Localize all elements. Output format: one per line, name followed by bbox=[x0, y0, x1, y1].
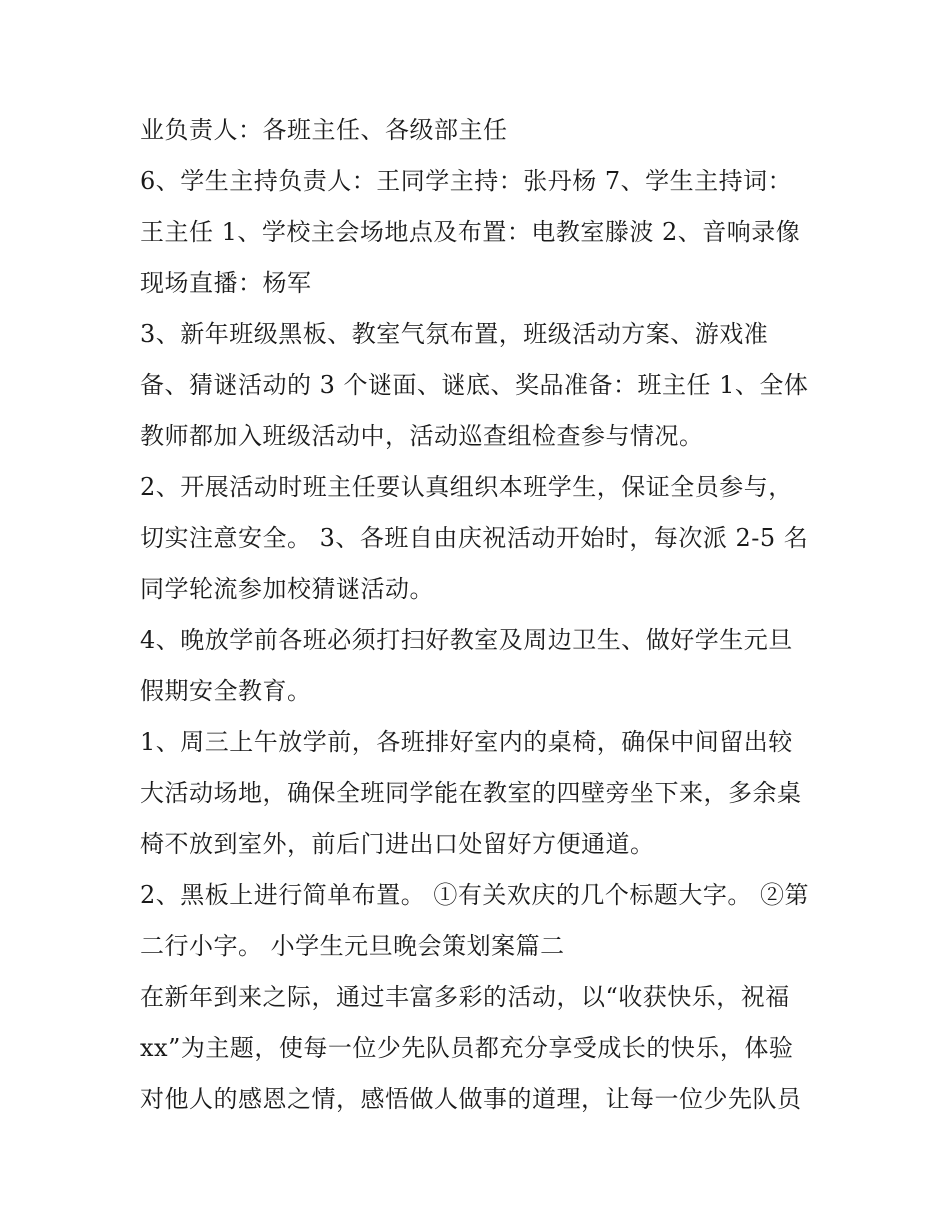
text-line: 教师都加入班级活动中，活动巡查组检查参与情况。 bbox=[140, 422, 704, 450]
text-line: 6、学生主持负责人：王同学主持：张丹杨 7、学生主持词： bbox=[140, 167, 793, 195]
text-line: 在新年到来之际，通过丰富多彩的活动，以“收获快乐，祝福 bbox=[140, 983, 790, 1011]
text-line: 椅不放到室外，前后门进出口处留好方便通道。 bbox=[140, 830, 655, 858]
text-line: 二行小字。 小学生元旦晚会策划案篇二 bbox=[140, 932, 565, 960]
text-line: 切实注意安全。 3、各班自由庆祝活动开始时，每次派 2-5 名 bbox=[140, 524, 809, 552]
text-line: 3、新年班级黑板、教室气氛布置，班级活动方案、游戏准 bbox=[140, 320, 769, 348]
text-line: 大活动场地，确保全班同学能在教室的四壁旁坐下来，多余桌 bbox=[140, 779, 802, 807]
text-line: 4、晚放学前各班必须打扫好教室及周边卫生、做好学生元旦 bbox=[140, 626, 793, 654]
text-line: 备、猜谜活动的 3 个谜面、谜底、奖品准备：班主任 1、全体 bbox=[140, 371, 809, 399]
text-line: 现场直播：杨军 bbox=[140, 269, 312, 297]
text-line: 1、周三上午放学前，各班排好室内的桌椅，确保中间留出较 bbox=[140, 728, 793, 756]
text-line: 同学轮流参加校猜谜活动。 bbox=[140, 575, 434, 603]
text-line: 业负责人：各班主任、各级部主任 bbox=[140, 116, 508, 144]
text-line: 对他人的感恩之情，感悟做人做事的道理，让每一位少先队员 bbox=[140, 1085, 802, 1113]
text-line: 2、黑板上进行简单布置。 ①有关欢庆的几个标题大字。 ②第 bbox=[140, 881, 810, 909]
text-line: xx”为主题，使每一位少先队员都充分享受成长的快乐，体验 bbox=[140, 1034, 794, 1062]
text-line: 王主任 1、学校主会场地点及布置：电教室滕波 2、音响录像 bbox=[140, 218, 801, 246]
document-body bbox=[140, 105, 820, 1125]
text-line: 2、开展活动时班主任要认真组织本班学生，保证全员参与， bbox=[140, 473, 793, 501]
text-line: 假期安全教育。 bbox=[140, 677, 312, 705]
